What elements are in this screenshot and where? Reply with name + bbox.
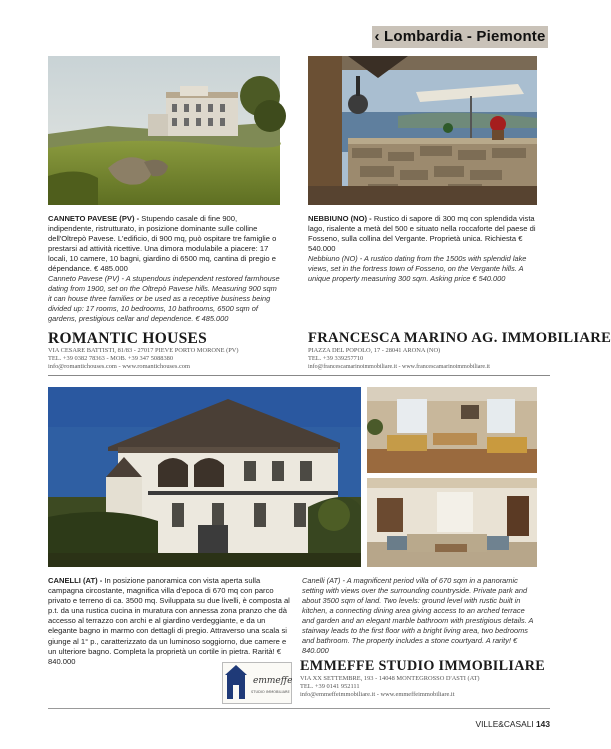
canelli-villa-photo (48, 387, 361, 567)
agency-name: ROMANTIC HOUSES (48, 330, 208, 347)
listing-title: CANELLI (AT) - (48, 576, 103, 585)
agency-address: VIA CESARE BATTISTI, 81/83 - 27017 PIEVE PORTO MORONE (PV) (48, 347, 239, 354)
agency-address: PIAZZA DEL POPOLO, 17 - 28041 ARONA (NO) (308, 347, 441, 354)
listing-title: NEBBIUNO (NO) - (308, 214, 372, 223)
canneto-pavese-photo (48, 56, 280, 205)
footer-divider (48, 708, 550, 709)
logo-sub: STUDIO IMMOBILIARE (251, 690, 290, 694)
agency-web[interactable]: info@emmeffeimmobiliare.it - www.emmeffeimmobiliare.it (300, 691, 455, 698)
listing-text: In posizione panoramica con vista aperta sulla campagna circostante, magnifica villa d'epoca di 670 mq con parco privato e terreno di ca. 3500 mq. Sviluppata su due livelli, è composta al p.t. da una rustica cucina in muratura con annessa zona pranzo che dà accesso al terrazzo con archi e al giardino verdeggiante, e da un elegante bagno in marmo con dettagli di pregio. Attraverso una scala si giunge al 1° p., caratterizzato da un luminoso soggiorno, due camere e un ulteriore bagno. Completa la proprietà un cortile in pietra. Rarità! € 840.000 (48, 576, 290, 666)
agency-phone: TEL. +39 0141 952111 (300, 683, 360, 690)
magazine-name: VILLE&CASALI (475, 719, 534, 729)
canelli-description (48, 576, 296, 667)
listing-text: Stupendo casale di fine 900, indipendente, ristrutturato, in posizione dominante sulle colline dell'Oltrepò Pavese. L'edificio, di 900 mq, può ospitare tre famiglie o prestarsi ad attività ricettive. Una dimora modulabile a piacere: 17 locali, 10 camere, 10 bagni, giardino di 6500 mq, cantina di pregio e dépendance. € 485.000 (48, 214, 277, 274)
listing-text: Rustico di sapore di 300 mq con splendida vista lago, risalente a metà del 500 e situato nella roccaforte del paese di Fosseno, sulla collina del Vergante. Proprietà unica. Richiesta € 540.000 (308, 214, 536, 254)
agency-web[interactable]: info@romantichouses.com - www.romantichouses.com (48, 363, 190, 370)
agency-phone: TEL. +39 339257710 (308, 355, 364, 362)
canneto-pavese-description (48, 214, 280, 275)
nebbiuno-photo (308, 56, 537, 205)
logo-script: emmeffe (253, 676, 293, 686)
canelli-description-en: Canelli (AT) - A magnificent period villa of 670 sqm in a panoramic setting with views over the surrounding countryside. Private park and about 3500 sqm of land. Two levels: ground level with rustic built in kitchen, a connecting dining area giving access to an arched terrace and garden and an elegant marble bathroom with prestigious details. A stairway leads to the first floor with a bright living area, two bedrooms and bathroom. The property includes a stone courtyard. A rarity! € 840.000 (302, 576, 534, 655)
page-footer (475, 719, 550, 729)
canneto-pavese-description-en: Canneto Pavese (PV) - A stupendous independent restored farmhouse dating from 1900, set on the Oltrepò Pavese hills. Measuring 900 sqm it can house three families or be used as a receptive business being divided up: 17 rooms, 10 bedrooms, 10 bathrooms, 6500 sqm of gardens, prestigious cellar and dependence. € 485.000 (48, 274, 280, 323)
page-number: 143 (536, 719, 550, 729)
divider (48, 375, 550, 376)
canelli-interior-photo (367, 387, 537, 473)
section-banner: ‹ Lombardia - Piemonte (372, 26, 548, 48)
nebbiuno-description (308, 214, 540, 254)
canelli-salon-photo (367, 478, 537, 567)
agency-name: EMMEFFE STUDIO IMMOBILIARE (300, 658, 546, 674)
listing-title: CANNETO PAVESE (PV) - (48, 214, 140, 223)
emmeffe-logo (222, 662, 292, 704)
agency-address: VIA XX SETTEMBRE, 193 - 14048 MONTEGROSSO D'ASTI (AT) (300, 675, 480, 682)
agency-web[interactable]: info@francescamarinoimmobiliare.it - www.francescamarinoimmobiliare.it (308, 364, 490, 370)
agency-phone: TEL. +39 0382 78363 - MOB. +39 347 5088380 (48, 355, 174, 362)
nebbiuno-description-en: Nebbiuno (NO) - A rustico dating from the 1500s with splendid lake views, set in the fortress town of Fosseno, on the Vergante hills. A unique property measuring 300 sqm. Asking price € 540.000 (308, 254, 527, 283)
agency-name: FRANCESCA MARINO AG. IMMOBILIARE (308, 330, 611, 346)
